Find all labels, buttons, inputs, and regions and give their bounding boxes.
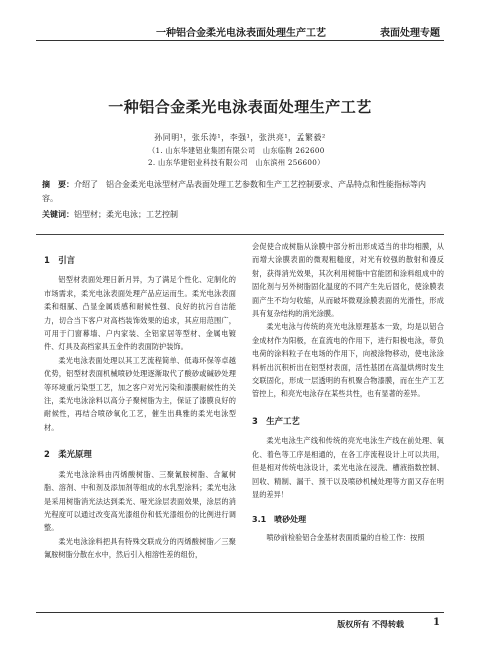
section-2-paragraph-1: 柔光电泳涂料由丙烯酸树脂、三聚氰胺树脂、含氟树脂、溶剂、中和剂及添加剂等组成的水乳型涂料；柔光电泳是采用树脂消光法达到柔光、哑光涂层表面效果，涂层的消光程度可以通过改变高光漆组份和低光漆组份的比例进行调整。: [44, 469, 236, 533]
abstract: [42, 178, 438, 206]
affiliation-2: 2. 山东华建铝业科技有限公司 山东滨州 256600）: [148, 158, 325, 167]
keywords: [42, 208, 438, 222]
page-footer: [36, 612, 444, 633]
page-number: 1: [433, 617, 440, 628]
copyright-notice: 版权所有 不得转载: [337, 619, 404, 629]
section-1-paragraph-2: 柔光电泳表面处理以其工艺流程简单、低毒环保等卓越优势，铝型材表面机械喷砂处理逐渐取代了酸砂或碱砂处理等环境重污染型工艺，加之客户对光污染和漆膜耐候性的关注，柔光电泳涂料以高分子聚树脂为主，保证了漆膜良好的耐候性，再结合喷砂氧化工艺，催生出典雅的柔光电泳型材。: [44, 355, 236, 432]
section-1-heading: 1 引言: [44, 255, 75, 265]
section-2-paragraph-4: 柔光电泳与传统的亮光电泳原理基本一致，均是以铝合金成材作为阳极，在直流电的作用下，进行阳极电泳，带负电荷的涂料粒子在电场的作用下，向被涂物移动，使电泳涂料析出沉积析出在铝型材表面，活性基团在高温烘烤时发生交联固化，形成一层透明的有机聚合物漆膜，而在生产工艺管控上，和亮光电泳存在某些共性，也有显著的差异。: [252, 322, 444, 399]
section-3-1-heading: 3.1 喷砂处理: [252, 515, 307, 525]
keywords-label: 关键词：: [42, 210, 74, 219]
section-2-heading: 2 柔光原理: [44, 449, 92, 460]
abstract-divider: [36, 234, 444, 235]
abstract-text: 介绍了 铝合金柔光电泳型材产品表面处理工艺参数和生产工艺控制要求、产品特点和性能指标等内容。: [42, 180, 426, 203]
left-column: [44, 240, 236, 562]
running-header: [36, 22, 444, 41]
paper-title: 一种铝合金柔光电泳表面处理生产工艺: [108, 98, 372, 116]
section-3-heading: 3 生产工艺: [252, 415, 300, 426]
section-2-paragraph-3: 会促使合成树脂从涂膜中部分析出形成适当的非均相膜，从而增大涂膜表面的微观粗糙度，对光有较强的散射和漫反射，获得消光效果，其次利用树脂中官能团和涂料组成中的固化剂与另外树脂固化温度的不同产生先后固化，使涂膜表面产生不均匀收缩，从而破坏微观涂膜表面的光滑性，形成具有复杂结构的消光涂膜。: [252, 242, 444, 319]
section-3-paragraph-1: 柔光电泳生产线和传统的亮光电泳生产线在前处理、氧化、着色等工序是相通的，在各工序流程设计上可以共用，但是相对传统电泳设计，柔光电泳在浸洗、槽液指数控制、回收、精制、漏干、预干以及喷砂机械处理等方面又存在明显的差异！: [252, 436, 444, 499]
section-3-1-paragraph-1: 喷砂前检验铝合金基材表面质量的自检工作：按照: [266, 532, 425, 542]
abstract-label: 摘 要：: [42, 180, 74, 189]
keywords-text: 铝型材；柔光电泳；工艺控制: [74, 210, 178, 219]
affiliation-1: （1. 山东华建铝业集团有限公司 山东临朐 262600: [148, 146, 325, 155]
right-column: [252, 240, 444, 544]
author-list: 孙同明¹，张乐涛¹，李强¹，张洪亮¹，孟繁毅²: [154, 133, 326, 142]
running-title: 一种铝合金柔光电泳表面处理生产工艺: [156, 28, 326, 39]
section-label: 表面处理专题: [380, 28, 440, 39]
section-1-paragraph-1: 铝型材表面处理日新月异，为了满足个性化、定制化的市场需求，柔光电泳表面处理产品应运而生。柔光电泳表面柔和细腻、凸显金属质感和耐候性强、良好的抗污自洁能力，切合当下客户对高档装饰效果的追求，其应用范围广，可用于门窗幕墙、户内家装、全铝家居等型材、金属电镀件、灯具及高档家具五金件的表面防护装饰。: [44, 275, 236, 352]
section-2-paragraph-2: 柔光电泳涂料把具有特殊交联成分的丙烯酸树脂／三聚氰胺树脂分散在水中，然后引入相溶性差的组份，: [44, 536, 236, 560]
